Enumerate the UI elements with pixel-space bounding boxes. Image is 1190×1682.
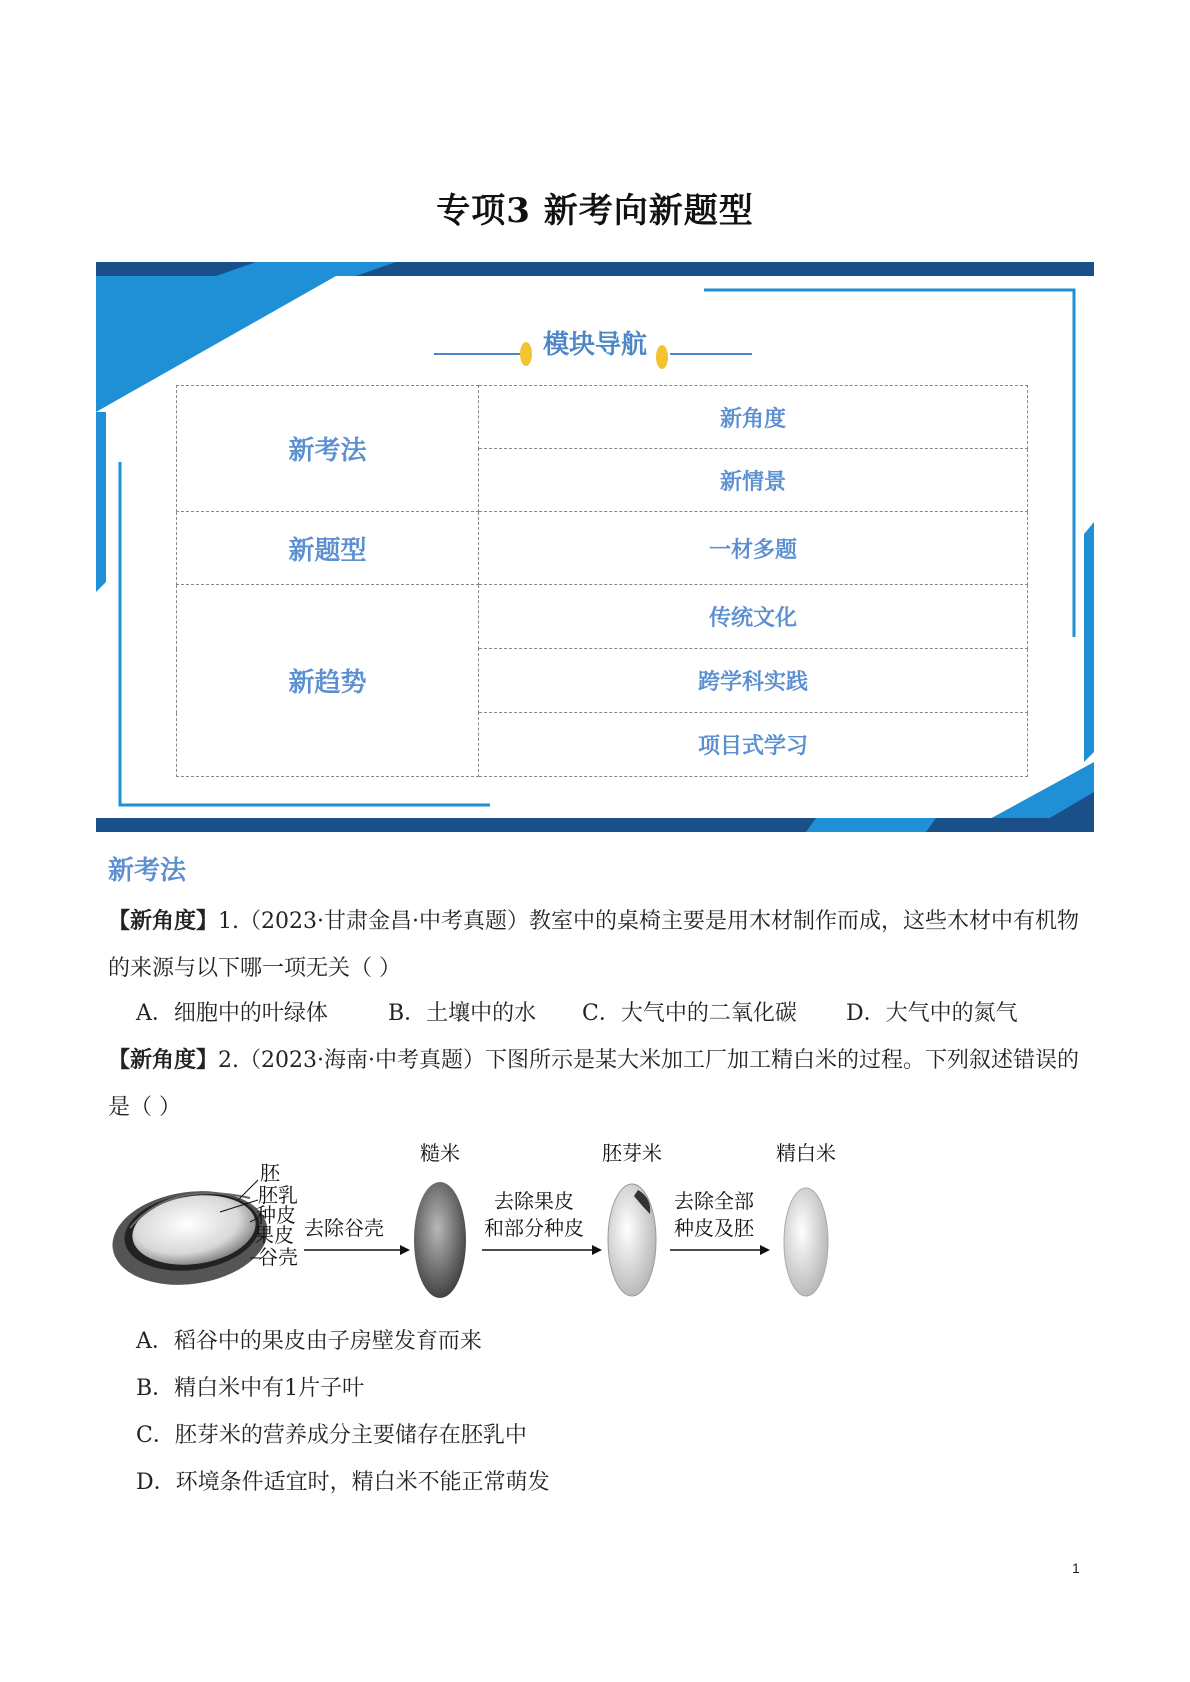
- label-endosperm: 胚乳: [258, 1183, 298, 1207]
- brown-rice-grain: [414, 1182, 466, 1298]
- option-b[interactable]: B．精白米中有1片子叶: [136, 1376, 365, 1401]
- question-text: 1.（2023·甘肃金昌·中考真题）教室中的桌椅主要是用木材制作而成，这些木材中有机物的来源与以下哪一项无关（ ）: [108, 909, 1079, 981]
- rice-grain-illustration: [110, 1182, 274, 1295]
- option-d[interactable]: D．大气中的氮气: [846, 1001, 1018, 1026]
- question-2: [108, 1037, 1088, 1131]
- nav-item-project-learning[interactable]: 项目式学习: [479, 713, 1028, 777]
- stage-germ-rice: 胚芽米: [602, 1141, 662, 1165]
- step-remove-all-seed-coat: 去除全部: [674, 1189, 754, 1213]
- module-nav-table: [176, 385, 1028, 777]
- nav-item-interdisciplinary[interactable]: 跨学科实践: [479, 649, 1028, 713]
- rice-processing-figure: [110, 1140, 910, 1300]
- step-and-embryo: 种皮及胚: [674, 1216, 754, 1240]
- label-embryo: 胚: [260, 1161, 280, 1185]
- option-b[interactable]: B．土壤中的水: [388, 1001, 537, 1026]
- nav-item-new-angle[interactable]: 新角度: [479, 386, 1028, 449]
- step-remove-husk: 去除谷壳: [304, 1216, 384, 1240]
- label-husk: 谷壳: [258, 1245, 298, 1269]
- option-d[interactable]: D．环境条件适宜时，精白米不能正常萌发: [136, 1470, 550, 1495]
- question-1: [108, 898, 1088, 992]
- module-navigation-banner: [96, 262, 1094, 832]
- label-pericarp: 果皮: [254, 1223, 294, 1247]
- polished-rice-grain: [784, 1188, 828, 1296]
- question-tag: 【新角度】: [108, 1048, 219, 1073]
- question-1-options: [136, 990, 1018, 1037]
- module-nav-heading: 模块导航: [542, 330, 647, 360]
- section-heading: 新考法: [108, 856, 187, 886]
- page-title: 专项3 新考向新题型: [436, 191, 754, 231]
- option-c[interactable]: C．胚芽米的营养成分主要储存在胚乳中: [136, 1423, 527, 1448]
- nav-item-multi-question[interactable]: 一材多题: [479, 512, 1028, 585]
- stage-brown-rice: 糙米: [420, 1141, 460, 1165]
- label-seed-coat: 种皮: [256, 1203, 296, 1227]
- option-a[interactable]: A．稻谷中的果皮由子房壁发育而来: [136, 1329, 482, 1354]
- option-c[interactable]: C．大气中的二氧化碳: [582, 1001, 797, 1026]
- nav-category-new-trend[interactable]: 新趋势: [177, 585, 479, 777]
- option-a[interactable]: A．细胞中的叶绿体: [136, 1001, 328, 1026]
- question-text: 2.（2023·海南·中考真题）下图所示是某大米加工厂加工精白米的过程。下列叙述错误的是（ ）: [108, 1048, 1079, 1120]
- question-tag: 【新角度】: [108, 909, 219, 934]
- step-remove-pericarp: 去除果皮: [494, 1189, 574, 1213]
- page-number: 1: [1072, 1560, 1080, 1576]
- germ-rice-grain: [608, 1184, 656, 1296]
- stage-polished-rice: 精白米: [776, 1141, 836, 1165]
- nav-item-new-scenario[interactable]: 新情景: [479, 449, 1028, 512]
- nav-item-traditional-culture[interactable]: 传统文化: [479, 585, 1028, 649]
- step-partial-seed-coat: 和部分种皮: [484, 1216, 584, 1240]
- nav-category-new-question-type[interactable]: 新题型: [177, 512, 479, 585]
- nav-category-new-method[interactable]: 新考法: [177, 386, 479, 512]
